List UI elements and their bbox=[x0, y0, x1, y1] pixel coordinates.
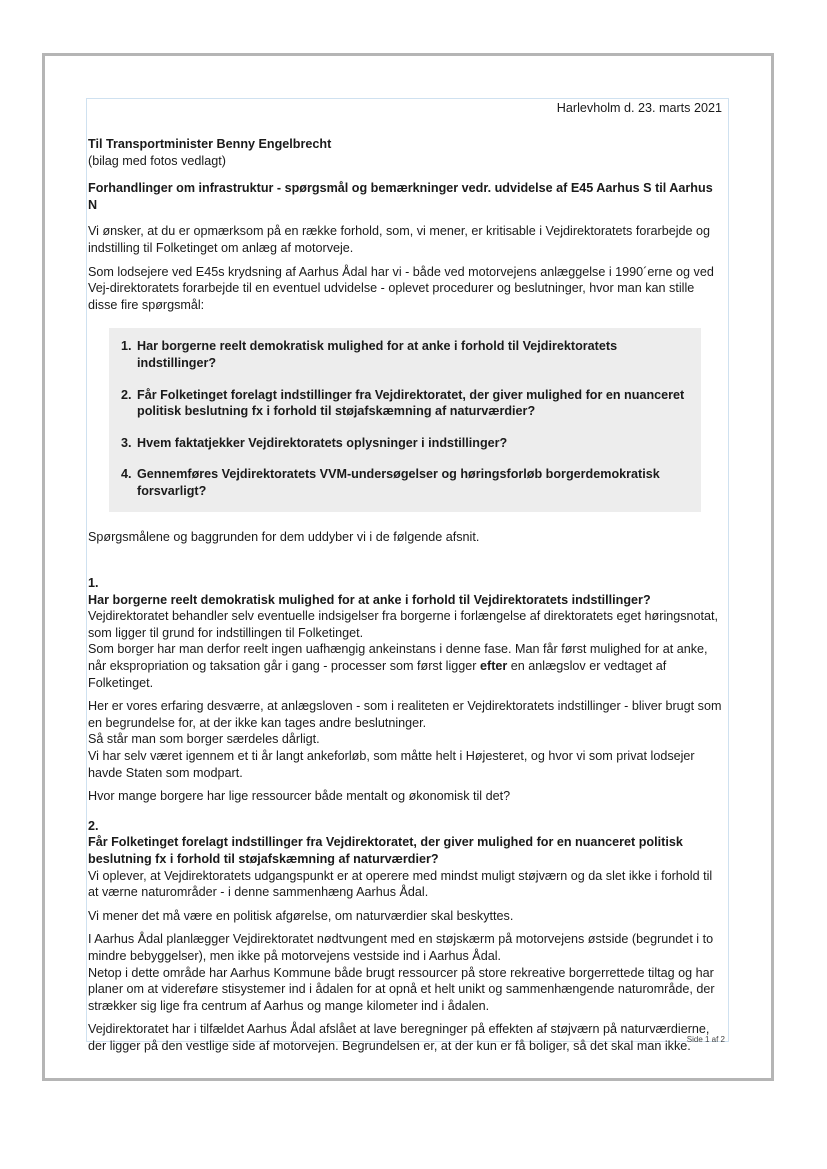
subject-line: Forhandlinger om infrastruktur - spørgsmål og bemærkninger vedr. udvidelse af E45 Aarhus S til Aarhus N bbox=[88, 181, 713, 212]
section-1-paragraph: Vi har selv været igennem et ti år langt ankeforløb, som måtte helt i Højesteret, og hvor vi som privat lodsejer havde Staten som modpart. bbox=[88, 749, 695, 780]
section-2-paragraph: Vi mener det må være en politisk afgørelse, om naturværdier skal beskyttes. bbox=[88, 908, 514, 923]
section-1-text: en anlægslov er vedtaget af Folketinget. bbox=[88, 659, 667, 690]
questions-box bbox=[109, 328, 701, 511]
page-number: Side 1 af 2 bbox=[686, 1035, 725, 1044]
question-item: 3. Hvem faktatjekker Vejdirektoratets oplysninger i indstillinger? bbox=[135, 435, 693, 452]
intro-paragraph-1: Vi ønsker, at du er opmærksom på en række forhold, som, vi mener, er kritisable i Vejdirektoratets forarbejde og indstilling til Folketinget om anlæg af motorveje. bbox=[88, 224, 711, 255]
question-item: 1. Har borgerne reelt demokratisk mulighed for at anke i forhold til Vejdirektoratets indstillinger? bbox=[135, 338, 693, 371]
section-1-paragraph: Her er vores erfaring desværre, at anlægsloven - som i realiteten er Vejdirektoratets indstillinger - bliver brugt som en begrundelse for, at der ikke kan tages andre beslutninger. bbox=[88, 699, 722, 730]
questions-list bbox=[117, 338, 693, 499]
letter-date: Harlevholm d. 23. marts 2021 bbox=[556, 101, 722, 115]
letter-body bbox=[88, 99, 724, 1055]
emphasis-after: efter bbox=[480, 659, 508, 674]
section-1-paragraph: Hvor mange borgere har lige ressourcer både mentalt og økonomisk til det? bbox=[88, 789, 511, 804]
section-1-number: 1. bbox=[88, 576, 99, 591]
attachment-note: (bilag med fotos vedlagt) bbox=[88, 153, 226, 168]
section-1-paragraph: Så står man som borger særdeles dårligt. bbox=[88, 732, 320, 747]
recipient: Til Transportminister Benny Engelbrecht bbox=[88, 137, 332, 151]
questions-followup: Spørgsmålene og baggrunden for dem uddyber vi i de følgende afsnit. bbox=[88, 529, 480, 544]
section-2-paragraph: Vi oplever, at Vejdirektoratets udgangspunkt er at operere med mindst muligt støjværn og da slet ikke i forhold til at værne naturområder - i denne sammenhæng Aarhus Ådal. bbox=[88, 868, 713, 900]
section-2-paragraph: I Aarhus Ådal planlægger Vejdirektoratet nødtvungent med en støjskærm på motorvejens østside (begrundet i to mindre bebyggelser), men ikke på motorvejens vestside ind i Aarhus Ådal. bbox=[88, 932, 714, 963]
section-2-paragraph: Netop i dette område har Aarhus Kommune både brugt ressourcer på store rekreative borgerrettede tiltag og har planer om at videreføre stisystemer ind i ådalen for at opnå et helt unikt og sammenhængende naturområde, der strækker sig lige fra centrum af Aarhus og mange kilometer ind i ådalen. bbox=[88, 965, 715, 1013]
section-2-number: 2. bbox=[88, 818, 99, 833]
intro-paragraph-2: Som lodsejere ved E45s krydsning af Aarhus Ådal har vi - både ved motorvejens anlæggelse i 1990´erne og ved Vej-direktoratets forarbejde til en eventuel udvidelse - oplevet procedurer og beslutninger, hvor man kan stille disse fire spørgsmål: bbox=[88, 264, 714, 312]
section-1-text: Som borger har man derfor reelt ingen uafhængig ankeinstans i denne fase. Man får først mulighed for at anke, når ekspropriation og taksation går i gang - processer som først ligger bbox=[88, 642, 708, 674]
section-2-paragraph: Vejdirektoratet har i tilfældet Aarhus Ådal afslået at lave beregninger på effekten af støjværn på naturværdierne, der ligger på den vestlige side af motorvejen. Begrundelsen er, at der kun er få boliger, så det skal man ikke. bbox=[88, 1022, 710, 1053]
section-1-paragraph bbox=[88, 641, 724, 691]
section-1-heading: Har borgerne reelt demokratisk mulighed for at anke i forhold til Vejdirektoratets indstillinger? bbox=[88, 592, 651, 607]
section-2-heading: Får Folketinget forelagt indstillinger fra Vejdirektoratet, der giver mulighed for en nuanceret politisk beslutning fx i forhold til støjafskæmning af naturværdier? bbox=[88, 835, 683, 866]
question-item: 2. Får Folketinget forelagt indstillinger fra Vejdirektoratet, der giver mulighed for en nuanceret politisk beslutning fx i forhold til støjafskæmning af naturværdier? bbox=[135, 387, 693, 420]
section-1-paragraph: Vejdirektoratet behandler selv eventuelle indsigelser fra borgerne i forlængelse af direktoratets eget høringsnotat, som ligger til grund for indstillingen til Folketinget. bbox=[88, 609, 719, 640]
question-item: 4. Gennemføres Vejdirektoratets VVM-undersøgelser og høringsforløb borgerdemokratisk forsvarligt? bbox=[135, 466, 693, 499]
